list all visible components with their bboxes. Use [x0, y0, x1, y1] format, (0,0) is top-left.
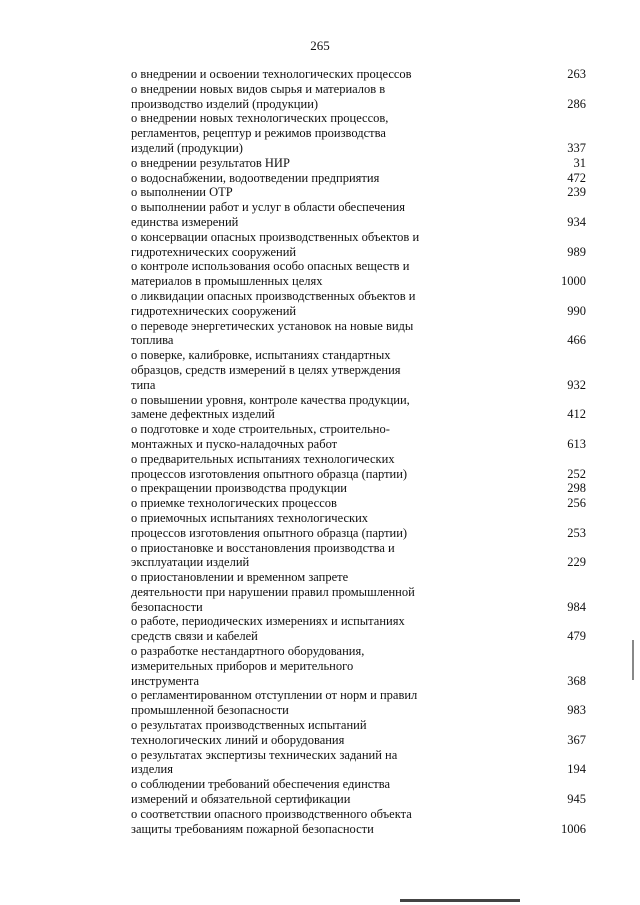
entry-page-number: 239: [567, 185, 586, 200]
entry-page-number: 368: [567, 673, 586, 688]
entry-page-number: 298: [567, 481, 586, 496]
entry-text-line: о водоснабжении, водоотведении предприятия: [131, 170, 380, 185]
entry-text: [131, 614, 436, 644]
index-entry: [131, 319, 586, 349]
entry-text-line: средств связи и кабелей: [131, 629, 258, 644]
entry-text: [131, 748, 436, 778]
entry-text-line: типа: [131, 377, 156, 392]
entry-page-number: 286: [567, 96, 586, 111]
entry-text-line: о приемке технологических процессов: [131, 496, 337, 511]
entry-text: [131, 718, 436, 748]
entry-text: [131, 570, 436, 614]
index-entry: [131, 111, 586, 155]
entry-text-line: гидротехнических сооружений: [131, 244, 297, 259]
entry-text-line: о работе, периодических измерениях и испытаниях: [131, 614, 405, 629]
entry-text-line: о выполнении ОТР: [131, 185, 233, 200]
scan-artifact: [400, 899, 520, 902]
index-entry: [131, 481, 586, 496]
entry-text: [131, 156, 436, 171]
entry-text-line: о поверке, калибровке, испытаниях стандартных: [131, 348, 391, 363]
entry-text-line: образцов, средств измерений в целях утверждения: [131, 362, 401, 377]
index-entry: [131, 259, 586, 289]
entry-text-line: о контроле использования особо опасных веществ и: [131, 259, 410, 274]
entry-text: [131, 111, 436, 155]
entry-text-line: замене дефектных изделий: [131, 407, 275, 422]
entry-text: [131, 67, 436, 82]
entry-page-number: 613: [567, 436, 586, 451]
entry-text: [131, 496, 436, 511]
entry-text: [131, 541, 436, 571]
entry-page-number: 31: [573, 155, 586, 170]
entry-text-line: о соблюдении требований обеспечения единства: [131, 777, 391, 792]
entry-page-number: 229: [567, 555, 586, 570]
entry-text: [131, 82, 436, 112]
index-entry: [131, 171, 586, 186]
entry-text-line: о соответствии опасного производственного объекта: [131, 806, 412, 821]
entry-text-line: изделия: [131, 762, 173, 777]
entry-page-number: 984: [567, 599, 586, 614]
entry-page-number: 934: [567, 214, 586, 229]
entry-text-line: о приемочных испытаниях технологических: [131, 510, 369, 525]
entry-text: [131, 289, 436, 319]
entry-text: [131, 807, 436, 837]
entry-page-number: 1000: [561, 274, 586, 289]
entry-page-number: 367: [567, 732, 586, 747]
entry-page-number: 252: [567, 466, 586, 481]
index-entry: [131, 614, 586, 644]
entry-text: [131, 319, 436, 349]
entry-text-line: регламентов, рецептур и режимов производства: [131, 126, 386, 141]
entry-text-line: о приостановлении и временном запрете: [131, 570, 349, 585]
entry-text-line: материалов в промышленных целях: [131, 274, 323, 289]
entry-text-line: измерений и обязательной сертификации: [131, 792, 351, 807]
entry-page-number: 983: [567, 703, 586, 718]
entry-text-line: о разработке нестандартного оборудования,: [131, 644, 365, 659]
entry-text-line: о подготовке и ходе строительных, строительно-: [131, 422, 390, 437]
entry-text-line: о выполнении работ и услуг в области обеспечения: [131, 200, 405, 215]
entry-text: [131, 230, 436, 260]
entry-page-number: 263: [567, 67, 586, 81]
index-entry: [131, 452, 586, 482]
entry-text: [131, 481, 436, 496]
entry-text-line: деятельности при нарушении правил промышленной: [131, 584, 415, 599]
entry-page-number: 412: [567, 407, 586, 422]
entry-page-number: 253: [567, 525, 586, 540]
entry-text-line: технологических линий и оборудования: [131, 732, 345, 747]
entry-text-line: измерительных приборов и мерительного: [131, 658, 354, 673]
index-entry: [131, 541, 586, 571]
entry-text-line: инструмента: [131, 673, 200, 688]
entry-text-line: процессов изготовления опытного образца (партии): [131, 466, 408, 481]
entry-text: [131, 777, 436, 807]
entry-text-line: о внедрении новых видов сырья и материалов в: [131, 81, 386, 96]
entry-text: [131, 452, 436, 482]
entry-page-number: 479: [567, 629, 586, 644]
entry-text-line: промышленной безопасности: [131, 703, 289, 718]
entry-page-number: 989: [567, 244, 586, 259]
index-entry: [131, 807, 586, 837]
entry-text-line: единства измерений: [131, 214, 239, 229]
entry-text: [131, 393, 436, 423]
index-entry: [131, 511, 586, 541]
entry-text-line: о переводе энергетических установок на новые виды: [131, 318, 414, 333]
entry-text-line: о внедрении результатов НИР: [131, 155, 290, 170]
entry-text-line: о приостановке и восстановления производства и: [131, 540, 395, 555]
index-entry: [131, 688, 586, 718]
index-entry: [131, 644, 586, 688]
entry-text-line: о регламентированном отступлении от норм и правил: [131, 688, 418, 703]
index-entry: [131, 748, 586, 778]
entry-text-line: монтажных и пуско-наладочных работ: [131, 436, 338, 451]
index-entry: [131, 185, 586, 200]
entry-page-number: 194: [567, 762, 586, 777]
entry-text-line: изделий (продукции): [131, 140, 243, 155]
index-entry: [131, 230, 586, 260]
entry-text-line: эксплуатации изделий: [131, 555, 250, 570]
entry-text: [131, 259, 436, 289]
entry-page-number: 990: [567, 303, 586, 318]
entry-text-line: о предварительных испытаниях технологических: [131, 451, 395, 466]
entry-text: [131, 185, 436, 200]
entry-text-line: о результатах экспертизы технических заданий на: [131, 747, 398, 762]
entry-text-line: производство изделий (продукции): [131, 96, 319, 111]
index-entry: [131, 422, 586, 452]
entry-text-line: о ликвидации опасных производственных объектов и: [131, 288, 416, 303]
entry-page-number: 337: [567, 140, 586, 155]
index-entry: [131, 82, 586, 112]
index-entry: [131, 718, 586, 748]
entry-text-line: о консервации опасных производственных объектов и: [131, 229, 420, 244]
entry-text: [131, 348, 436, 392]
entry-page-number: 932: [567, 377, 586, 392]
entry-text-line: гидротехнических сооружений: [131, 303, 297, 318]
entry-page-number: 256: [567, 496, 586, 511]
entry-text-line: о внедрении новых технологических процессов,: [131, 111, 389, 126]
entry-text: [131, 422, 436, 452]
index-entry: [131, 348, 586, 392]
scan-artifact: [632, 640, 634, 680]
index-entry: [131, 156, 586, 171]
index-entry: [131, 289, 586, 319]
entry-text: [131, 688, 436, 718]
index-entry: [131, 393, 586, 423]
entry-text-line: о прекращении производства продукции: [131, 481, 347, 496]
entry-text: [131, 200, 436, 230]
entry-text-line: о внедрении и освоении технологических процессов: [131, 67, 412, 81]
entry-text-line: о результатах производственных испытаний: [131, 718, 367, 733]
entry-text: [131, 171, 436, 186]
entry-text: [131, 644, 436, 688]
entry-text-line: топлива: [131, 333, 174, 348]
index-entry: [131, 67, 586, 82]
index-entry: [131, 496, 586, 511]
entry-text-line: защиты требованиям пожарной безопасности: [131, 821, 374, 836]
entry-page-number: 466: [567, 333, 586, 348]
entry-text-line: процессов изготовления опытного образца (партии): [131, 525, 408, 540]
index-entry: [131, 777, 586, 807]
entry-page-number: 472: [567, 170, 586, 185]
page-number: 265: [310, 38, 330, 53]
index-entry: [131, 570, 586, 614]
index-entry-list: [131, 67, 586, 836]
entry-page-number: 1006: [561, 821, 586, 836]
index-entry: [131, 200, 586, 230]
entry-page-number: 945: [567, 792, 586, 807]
entry-text: [131, 511, 436, 541]
entry-text-line: безопасности: [131, 599, 203, 614]
entry-text-line: о повышении уровня, контроле качества продукции,: [131, 392, 410, 407]
